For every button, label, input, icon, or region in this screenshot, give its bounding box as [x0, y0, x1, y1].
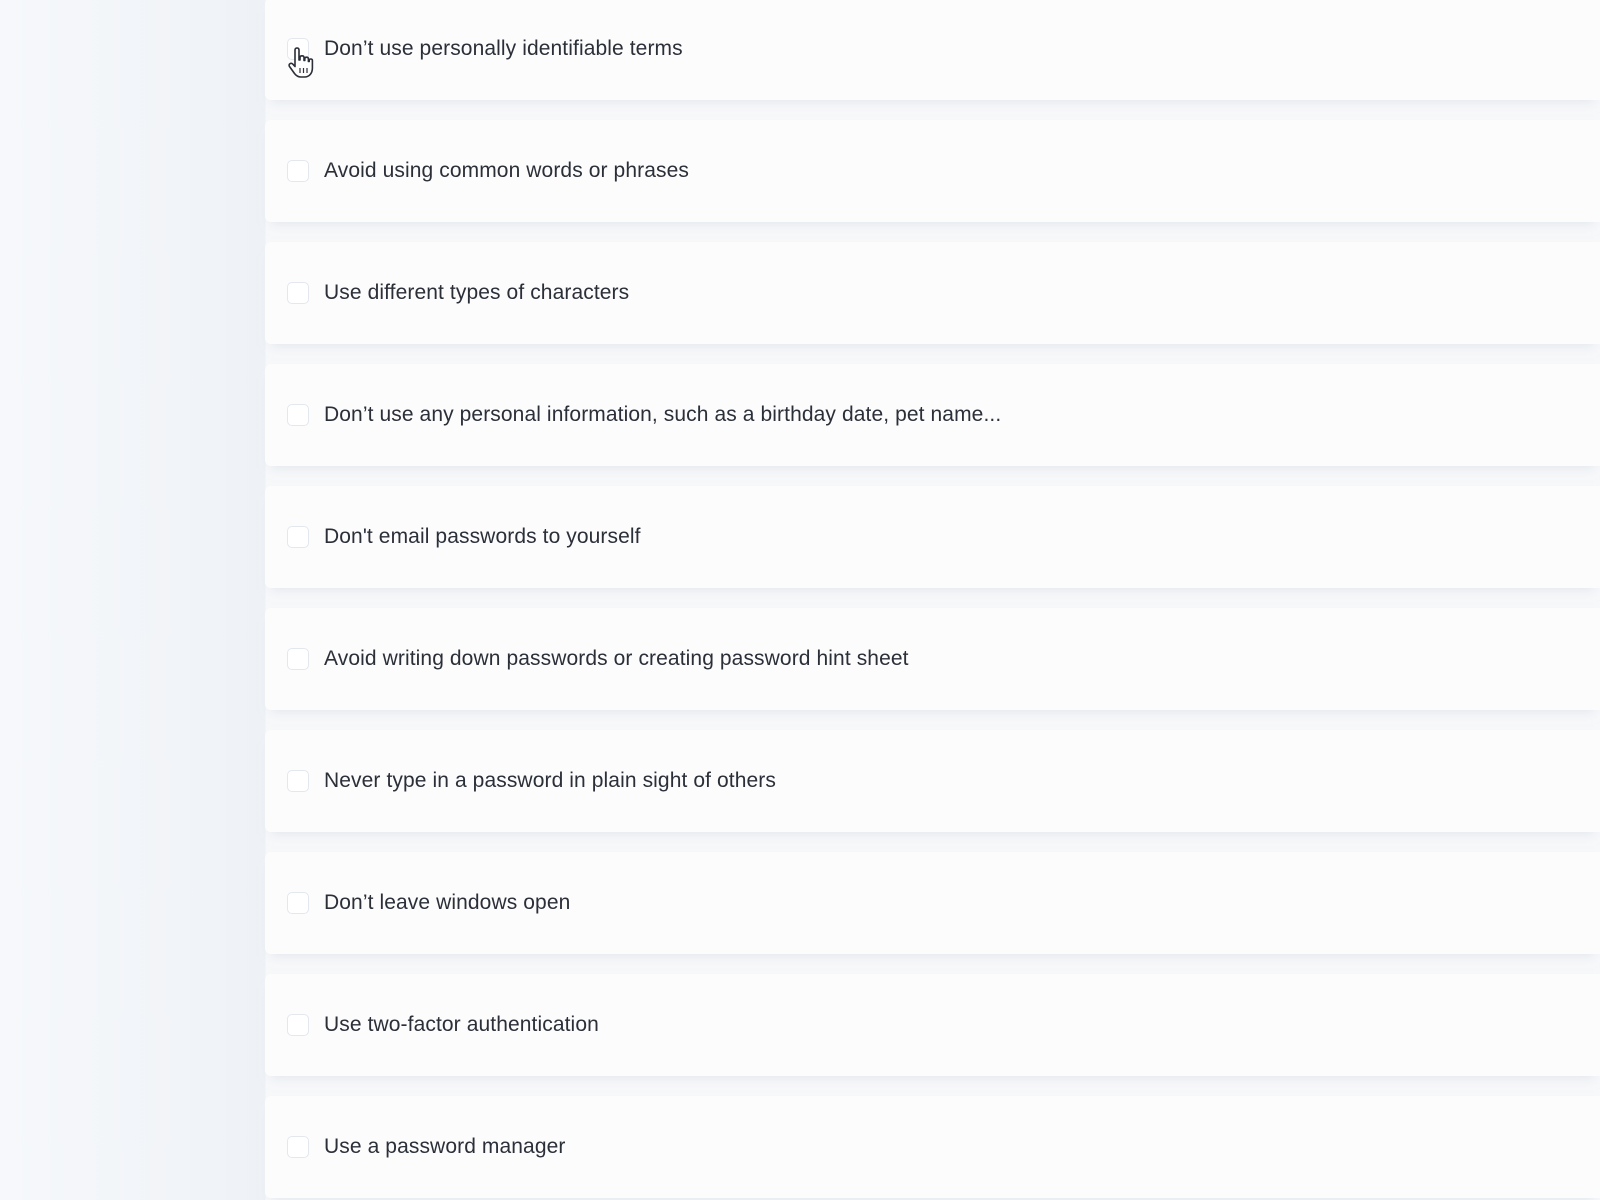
item-checkbox[interactable] [287, 1136, 309, 1158]
item-checkbox[interactable] [287, 160, 309, 182]
checklist-item[interactable] [265, 730, 1600, 832]
item-label: Don't email passwords to yourself [324, 525, 641, 548]
item-checkbox[interactable] [287, 526, 309, 548]
checklist-item[interactable] [265, 242, 1600, 344]
item-label: Don’t use personally identifiable terms [324, 37, 683, 60]
item-label: Don’t use any personal information, such as a birthday date, pet name... [324, 403, 1002, 426]
checklist-item[interactable] [265, 486, 1600, 588]
item-label: Never type in a password in plain sight of others [324, 769, 776, 792]
item-checkbox[interactable] [287, 892, 309, 914]
checklist-item[interactable] [265, 0, 1600, 100]
item-label: Use a password manager [324, 1135, 566, 1158]
checklist-item[interactable] [265, 120, 1600, 222]
item-checkbox[interactable] [287, 38, 309, 60]
item-checkbox[interactable] [287, 1014, 309, 1036]
item-label: Use two-factor authentication [324, 1013, 599, 1036]
item-label: Don’t leave windows open [324, 891, 571, 914]
item-label: Use different types of characters [324, 281, 630, 304]
item-label: Avoid using common words or phrases [324, 159, 689, 182]
item-checkbox[interactable] [287, 404, 309, 426]
password-tips-checklist [265, 0, 1600, 1200]
checklist-item[interactable] [265, 974, 1600, 1076]
checklist-item[interactable] [265, 608, 1600, 710]
item-label: Avoid writing down passwords or creating password hint sheet [324, 647, 909, 670]
checklist-item[interactable] [265, 364, 1600, 466]
item-checkbox[interactable] [287, 282, 309, 304]
item-checkbox[interactable] [287, 648, 309, 670]
checklist-item[interactable] [265, 1096, 1600, 1198]
item-checkbox[interactable] [287, 770, 309, 792]
checklist-item[interactable] [265, 852, 1600, 954]
